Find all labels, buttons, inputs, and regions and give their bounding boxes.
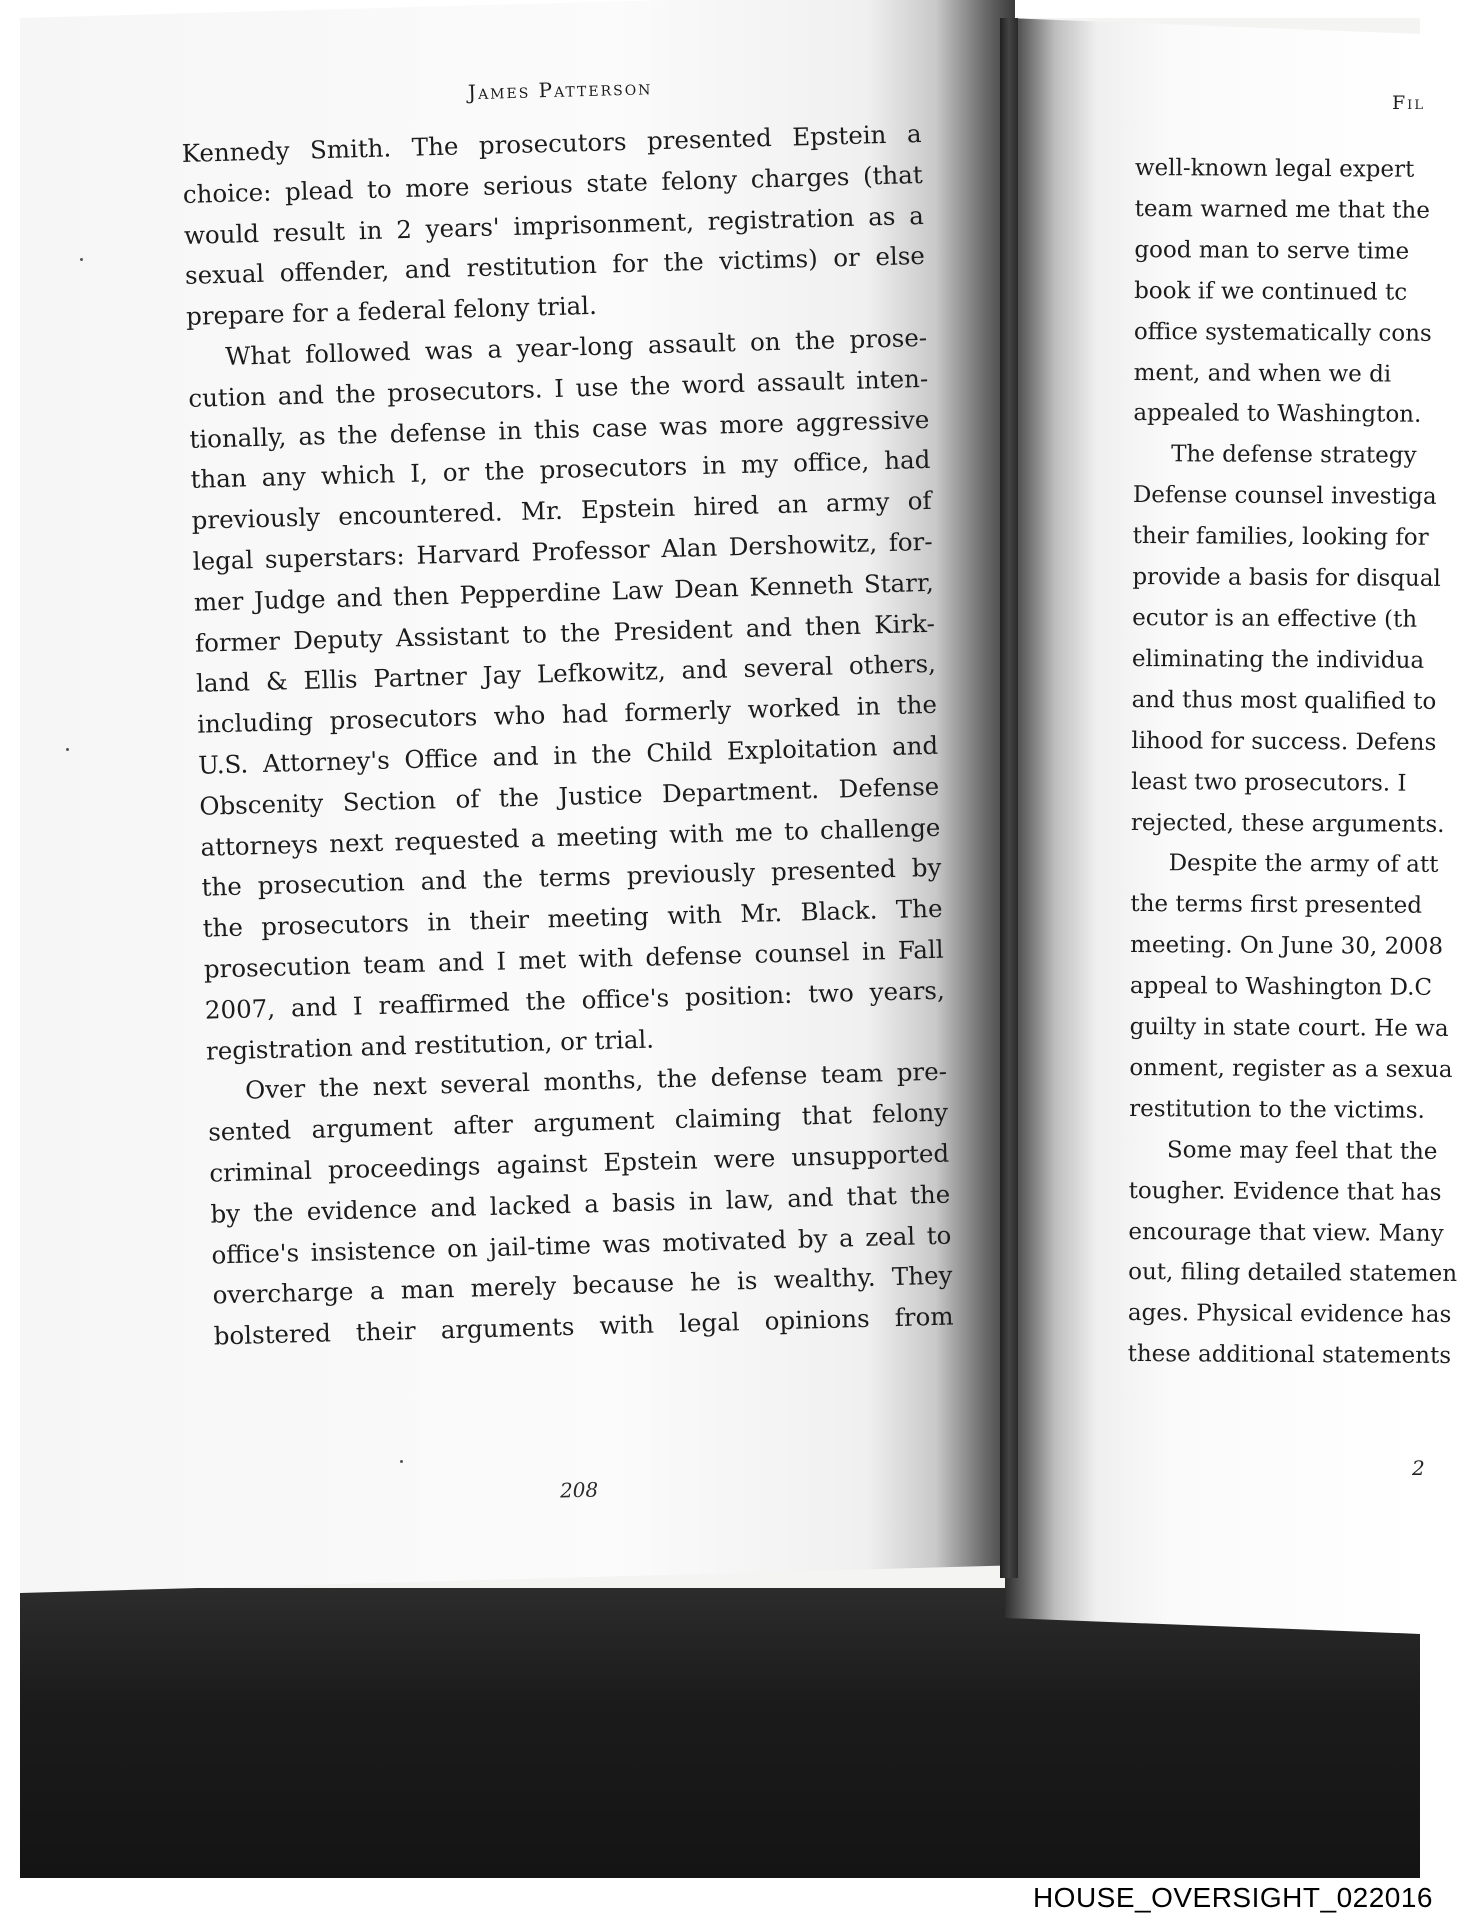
text-line: Defense counsel investiga	[1132, 482, 1437, 511]
text-line: sexual offender, and restitution for the victims) or else	[184, 241, 926, 291]
text-line: choice: plead to more serious state felony charges (that	[182, 159, 923, 209]
text-line: attorneys next requested a meeting with me to challenge	[200, 812, 941, 862]
text-line: office's insistence on jail-time was motivated by a zeal to	[211, 1220, 952, 1270]
text-line: these additional statements	[1127, 1341, 1452, 1370]
text-line: including prosecutors who had formerly worked in the	[196, 689, 938, 739]
text-line: The defense strategy	[1171, 441, 1417, 470]
text-line: meeting. On June 30, 2008	[1130, 932, 1444, 961]
dark-background	[20, 1588, 1420, 1878]
text-line: rejected, these arguments.	[1130, 809, 1445, 838]
text-line: Obscenity Section of the Justice Department. Defense	[199, 771, 940, 821]
scan-speck	[66, 748, 69, 751]
text-line: U.S. Attorney's Office and in the Child Exploitation and	[197, 730, 939, 780]
text-line: Over the next several months, the defense team pre-	[244, 1056, 948, 1105]
right-page-text	[1127, 148, 1458, 1377]
left-paragraph-1	[181, 114, 926, 338]
book-spine	[1000, 18, 1018, 1578]
running-head-left: James Patterson	[467, 75, 653, 105]
text-line: well-known legal expert	[1134, 154, 1415, 183]
text-line: ages. Physical evidence has	[1127, 1300, 1452, 1329]
text-line: eliminating the individua	[1131, 645, 1425, 674]
scan-speck	[80, 258, 83, 261]
left-page-text	[180, 68, 954, 1357]
text-line: criminal proceedings against Epstein were unsupported	[208, 1138, 950, 1188]
text-line: appealed to Washington.	[1133, 400, 1422, 429]
text-line: onment, register as a sexua	[1129, 1054, 1453, 1083]
page-number-right: 2	[1412, 1456, 1425, 1480]
text-line: good man to serve time	[1134, 236, 1410, 265]
text-line: appeal to Washington D.C	[1129, 973, 1433, 1001]
text-line: than any which I, or the prosecutors in my office, had	[190, 445, 931, 495]
text-line: the prosecution and the terms previously presented by	[201, 853, 942, 903]
text-line: the prosecutors in their meeting with Mr. Black. The	[202, 893, 943, 943]
text-line: would result in 2 years' imprisonment, registration as a	[183, 200, 925, 250]
text-line: 2007, and I reaffirmed the office's position: two years,	[204, 975, 946, 1025]
text-line: book if we continued tc	[1134, 277, 1408, 306]
text-line: the terms first presented	[1130, 891, 1423, 920]
left-paragraph-2	[187, 318, 947, 1072]
page-number-left: 208	[559, 1477, 599, 1503]
text-line: encourage that view. Many	[1128, 1218, 1444, 1247]
text-line: their families, looking for	[1132, 523, 1429, 551]
text-line: ment, and when we di	[1133, 359, 1392, 388]
scan-speck	[400, 1460, 403, 1463]
text-line: bolstered their arguments with legal opinions from	[213, 1301, 954, 1351]
text-line: overcharge a man merely because he is wealthy. They	[212, 1260, 953, 1310]
text-line: legal superstars: Harvard Professor Alan Dershowitz, for-	[192, 526, 933, 576]
text-line: previously encountered. Mr. Epstein hired an army of	[191, 486, 932, 536]
text-line: land & Ellis Partner Jay Lefkowitz, and several others,	[195, 649, 937, 699]
text-line: office systematically cons	[1133, 318, 1432, 347]
text-line: lihood for success. Defens	[1131, 727, 1437, 756]
book-scan	[20, 18, 1458, 1878]
text-line: prepare for a federal felony trial.	[185, 290, 598, 332]
left-paragraph-3	[207, 1052, 954, 1357]
text-line: ecutor is an effective (th	[1132, 604, 1418, 633]
running-head-right: Fil	[1392, 92, 1425, 114]
text-line: What followed was a year-long assault on the prose-	[224, 322, 928, 371]
text-line: guilty in state court. He wa	[1129, 1014, 1449, 1042]
text-line: Kennedy Smith. The prosecutors presented Epstein a	[181, 118, 922, 168]
text-line: cution and the prosecutors. I use the word assault inten-	[188, 363, 929, 413]
text-line: tougher. Evidence that has	[1128, 1177, 1442, 1206]
text-line: prosecution team and I met with defense counsel in Fall	[203, 934, 944, 984]
text-line: by the evidence and lacked a basis in law, and that the	[210, 1179, 951, 1229]
text-line: tionally, as the defense in this case was more aggressive	[189, 404, 930, 454]
text-line: former Deputy Assistant to the President and then Kirk-	[194, 608, 936, 658]
text-line: least two prosecutors. I	[1131, 768, 1407, 797]
text-line: and thus most qualified to	[1131, 686, 1437, 715]
text-line: Despite the army of att	[1168, 850, 1439, 879]
text-line: restitution to the victims.	[1129, 1095, 1425, 1124]
text-line: team warned me that the	[1134, 195, 1430, 224]
text-line: sented argument after argument claiming that felony	[207, 1097, 949, 1147]
text-line: out, filing detailed statemen	[1128, 1259, 1458, 1288]
text-line: registration and restitution, or trial.	[205, 1024, 655, 1066]
text-line: provide a basis for disqual	[1132, 564, 1441, 592]
text-line: mer Judge and then Pepperdine Law Dean Kenneth Starr,	[193, 567, 935, 617]
bates-stamp: HOUSE_OVERSIGHT_022016	[1032, 1882, 1433, 1913]
text-line: Some may feel that the	[1166, 1136, 1438, 1165]
